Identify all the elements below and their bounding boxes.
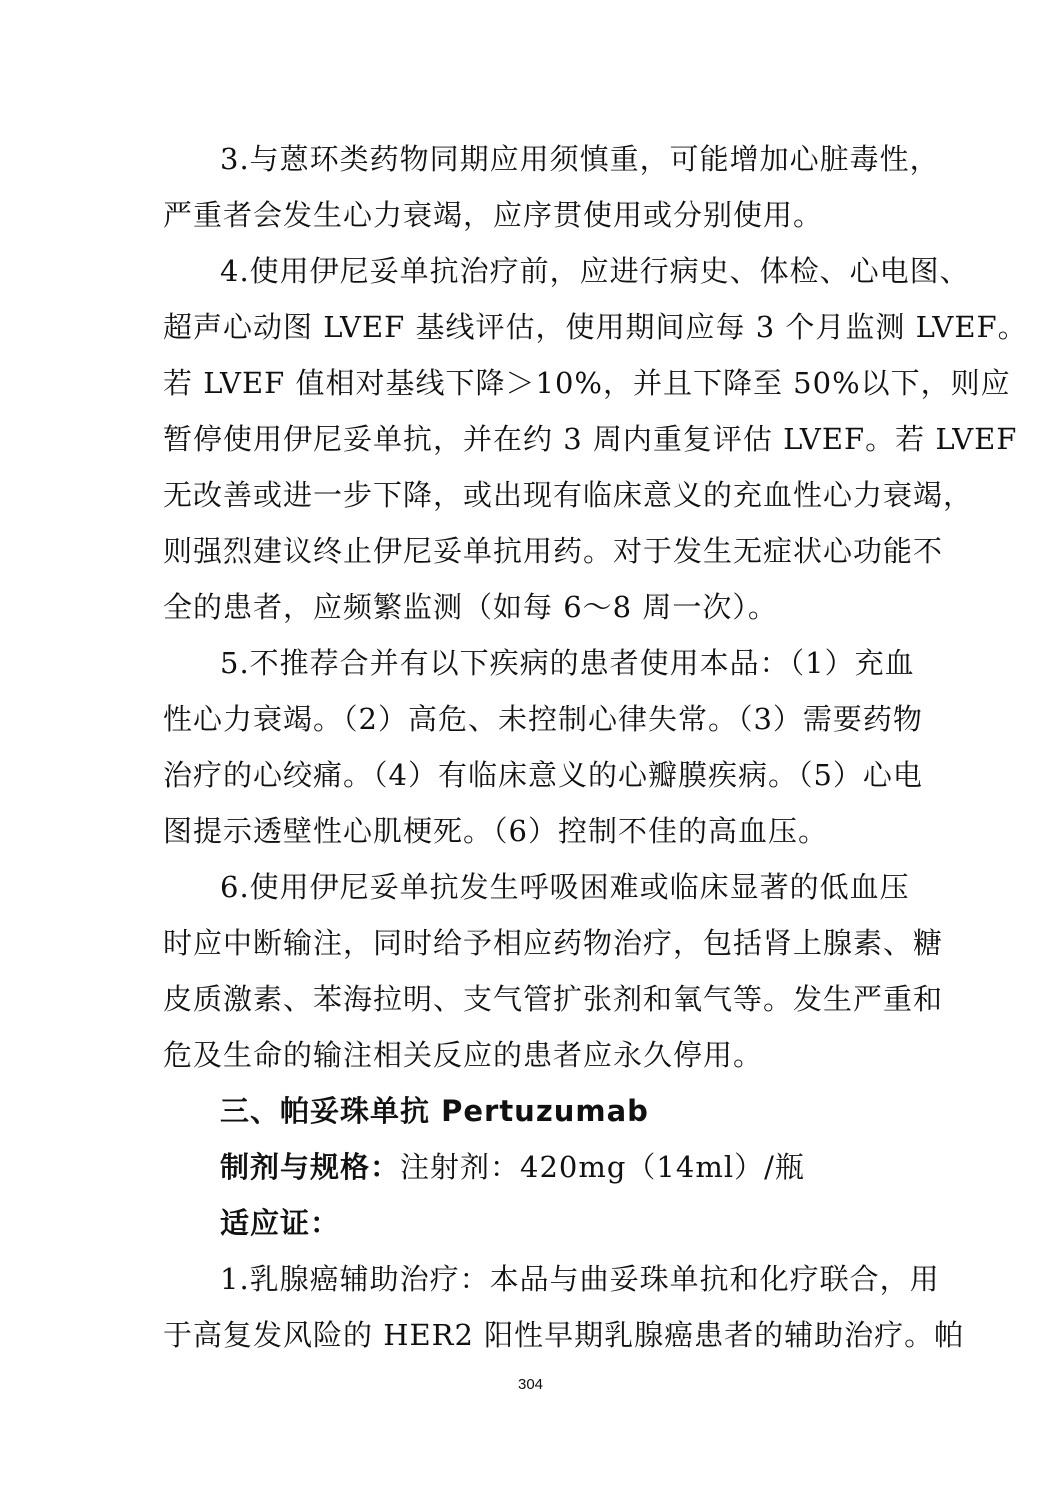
paragraph-4-line-1: 4.使用伊尼妥单抗治疗前，应进行病史、体检、心电图、 bbox=[220, 254, 970, 288]
formulation-value: 注射剂：420mg（14ml）/瓶 bbox=[400, 1150, 805, 1184]
paragraph-4-line-5: 无改善或进一步下降，或出现有临床意义的充血性心力衰竭， bbox=[163, 478, 974, 512]
paragraph-4-line-3: 若 LVEF 值相对基线下降＞10%，并且下降至 50%以下，则应 bbox=[163, 366, 1011, 400]
paragraph-3-line-2: 严重者会发生心力衰竭，应序贯使用或分别使用。 bbox=[163, 198, 824, 232]
paragraph-5-line-4: 图提示透壁性心肌梗死。（6）控制不佳的高血压。 bbox=[163, 814, 828, 848]
formulation-label: 制剂与规格： bbox=[220, 1150, 401, 1184]
indication-1-line-2: 于高复发风险的 HER2 阳性早期乳腺癌患者的辅助治疗。帕 bbox=[163, 1318, 965, 1352]
paragraph-5-line-1: 5.不推荐合并有以下疾病的患者使用本品：（1）充血 bbox=[220, 646, 915, 680]
page-number: 304 bbox=[517, 1376, 544, 1393]
section-heading: 三、帕妥珠单抗 Pertuzumab bbox=[220, 1094, 649, 1128]
paragraph-6-line-3: 皮质激素、苯海拉明、支气管扩张剂和氧气等。发生严重和 bbox=[163, 982, 944, 1016]
indication-1-line-1: 1.乳腺癌辅助治疗：本品与曲妥珠单抗和化疗联合，用 bbox=[220, 1262, 940, 1296]
formulation-line bbox=[0, 1147, 1061, 1187]
paragraph-4-line-2: 超声心动图 LVEF 基线评估，使用期间应每 3 个月监测 LVEF。 bbox=[163, 310, 1028, 344]
paragraph-6-line-2: 时应中断输注，同时给予相应药物治疗，包括肾上腺素、糖 bbox=[163, 926, 944, 960]
paragraph-6-line-4: 危及生命的输注相关反应的患者应永久停用。 bbox=[163, 1038, 764, 1072]
paragraph-4-line-4: 暂停使用伊尼妥单抗，并在约 3 周内重复评估 LVEF。若 LVEF bbox=[163, 422, 1018, 456]
paragraph-4-line-6: 则强烈建议终止伊尼妥单抗用药。对于发生无症状心功能不 bbox=[163, 534, 944, 568]
paragraph-5-line-2: 性心力衰竭。（2）高危、未控制心律失常。（3）需要药物 bbox=[163, 702, 923, 736]
indications-label: 适应证： bbox=[220, 1206, 341, 1240]
paragraph-4-line-7: 全的患者，应频繁监测（如每 6～8 周一次）。 bbox=[163, 590, 778, 624]
paragraph-6-line-1: 6.使用伊尼妥单抗发生呼吸困难或临床显著的低血压 bbox=[220, 870, 910, 904]
paragraph-5-line-3: 治疗的心绞痛。（4）有临床意义的心瓣膜疾病。（5）心电 bbox=[163, 758, 923, 792]
paragraph-3-line-1: 3.与蒽环类药物同期应用须慎重，可能增加心脏毒性， bbox=[220, 142, 940, 176]
